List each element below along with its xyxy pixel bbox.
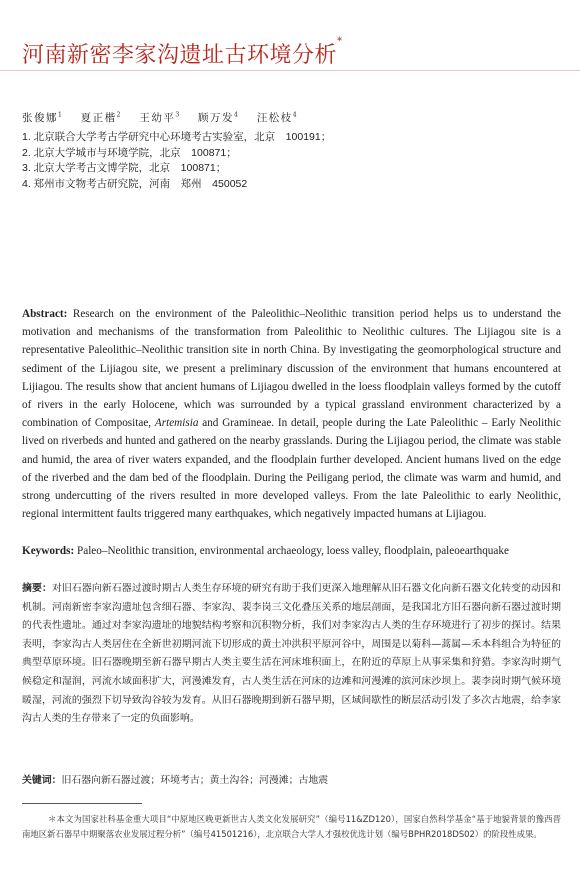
keywords-label: Keywords:: [22, 545, 75, 557]
funding-footnote: ＊本文为国家社科基金重大项目“中原地区晚更新世古人类文化发展研究”（编号11&ZD120），国家自然科学基金“基于地貌背景的豫西晋南地区新石器早中期聚落农业发展过程分析”（编号41501216），北京联合大学人才强校优选计划（编号BPHR2018DS02）的阶段性成果。: [22, 814, 561, 839]
affiliation-list: [22, 130, 562, 192]
author-sup: 1: [58, 111, 62, 119]
keywords-english: [22, 542, 561, 560]
keywords-text: Paleo–Neolithic transition, environmental archaeology, loess valley, floodplain, paleoearthquake: [74, 545, 509, 557]
abstract-zh-label: 摘要：: [22, 583, 52, 594]
title-divider: [0, 70, 580, 71]
title-footnote-mark: *: [337, 36, 343, 47]
abstract-text-part-1: Research on the environment of the Paleolithic–Neolithic transition period helps us to understand the motivation and mechanisms of the transformation from Paleolithic to Neolithic cultures. The Lijiagou site is a representative Paleolithic–Neolithic transition site in north China. By investigating the geomorphological structure and sediment of the Lijiagou site, we present a preliminary discussion of the environment that humans encountered at Lijiagou. The results show that ancient humans of Lijiagou dwelled in the loess floodplain valleys formed by the cutoff of rivers in the early Holocene, which was surrounded by a typical grassland environment characterized by a combination of Compositae,: [22, 308, 561, 430]
author-name: 顾万发: [198, 112, 235, 124]
article-title: [22, 38, 562, 69]
author-name: 夏正楷: [80, 112, 117, 124]
author-name: 张俊娜: [22, 112, 58, 124]
affiliation-1: 1. 北京联合大学考古学研究中心环境考古实验室，北京 100191；: [22, 131, 332, 143]
author-name: 汪松枝: [256, 112, 293, 124]
affiliation-3: 3. 北京大学考古文博学院，北京 100871；: [22, 162, 227, 174]
author-2: [81, 112, 121, 124]
abstract-zh-text: 对旧石器向新石器过渡时期古人类生存环境的研究有助于我们更深入地理解从旧石器文化向新石器文化转变的动因和机制。河南新密李家沟遗址包含细石器、李家沟、裴李岗三文化叠压关系的地层剖面，是我国北方旧石器向新石器过渡时期的代表性遗址。通过对李家沟遗址的地貌结构考察和沉积物分析，我们对李家沟古人类的生存环境进行了初步的探讨。结果表明，李家沟古人类居住在全新世初期河流下切形成的黄土冲洪积平原河谷中，周围是以菊科—蒿属—禾本科组合为特征的典型草原环境。旧石器晚期至新石器早期古人类主要生活在河床堆积面上，在附近的草原上从事采集和狩猎。李家沟时期气候稳定和湿润，河流水域面积扩大，河漫滩发育，古人类生活在河床的边滩和河漫滩的滨河床沙坝上。裴李岗时期气候环境暖湿，河流的强烈下切导致沟谷较为发育。从旧石器晚期到新石器早期，区域间歇性的断层活动引发了多次古地震，给李家沟古人类的生存带来了一定的负面影响。: [22, 583, 561, 725]
abstract-chinese: [22, 580, 561, 729]
keywords-zh-text: 旧石器向新石器过渡；环境考古；黄土沟谷；河漫滩；古地震: [61, 775, 329, 786]
author-name: 王幼平: [139, 112, 176, 124]
footnote-divider: [22, 803, 142, 804]
affiliation-2: 2. 北京大学城市与环境学院，北京 100871；: [22, 146, 237, 159]
abstract-label: Abstract:: [22, 308, 68, 320]
affiliation-4: 4. 郑州市文物考古研究院，河南 郑州 450052: [22, 177, 248, 190]
author-1: [22, 112, 62, 124]
keywords-chinese: [22, 772, 561, 790]
author-list: [22, 110, 311, 125]
abstract-italic-term: Artemisia: [154, 417, 199, 430]
author-sup: 4: [292, 111, 297, 119]
author-sup: 4: [234, 111, 238, 119]
keywords-zh-label: 关键词：: [22, 775, 62, 786]
article-title-text: 河南新密李家沟遗址古环境分析: [22, 43, 338, 68]
author-4: [198, 112, 238, 124]
author-sup: 2: [116, 111, 121, 119]
abstract-text-part-2: and Gramineae. In detail, people during the Late Paleolithic – Early Neolithic lived on riverbeds and hunted and gathered on the nearby grasslands. During the Lijiagou period, the climate was stable and humid, the area of river waters expanded, and the floodplain further developed. Ancient humans lived on the edge of the riverbed and the dam bed of the floodplain. During the Peiligang period, the climate was warm and humid, and strong undercutting of the rivers resulted in more developed valleys. From the late Paleolithic to early Neolithic, regional intermittent faults triggered many earthquakes, which negatively impacted humans at Lijiagou.: [22, 417, 561, 521]
author-sup: 3: [175, 111, 180, 119]
abstract-english: [22, 305, 561, 523]
author-3: [139, 112, 179, 124]
author-5: [257, 112, 297, 124]
